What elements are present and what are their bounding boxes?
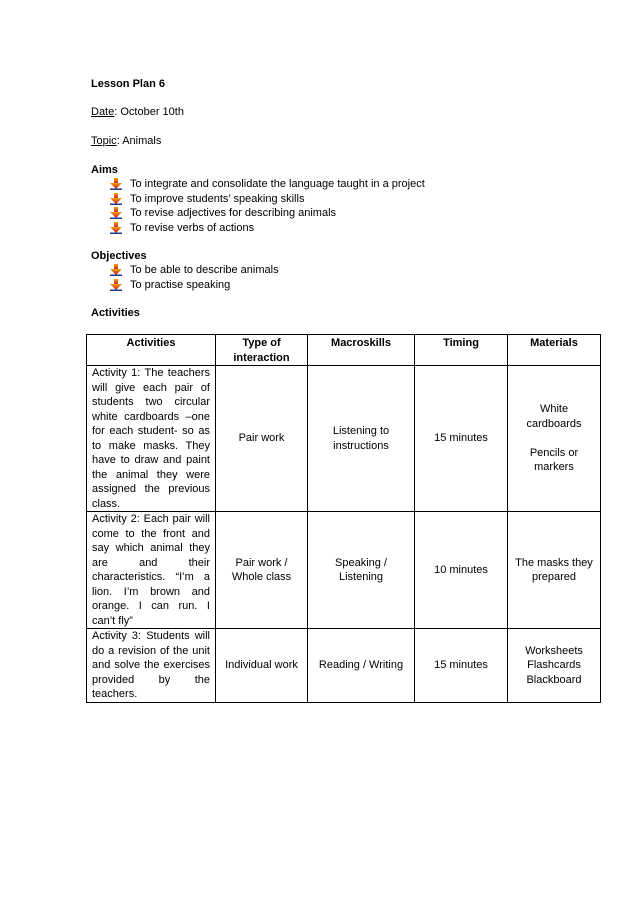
list-item: To improve students’ speaking skills	[110, 192, 425, 207]
objectives-heading: Objectives	[91, 250, 147, 262]
table-header-row	[87, 335, 601, 366]
column-header-materials: Materials	[508, 335, 601, 366]
activity-description: Activity 3: Students will do a revision of the unit and solve the exercises provided by the teachers.	[87, 629, 216, 703]
activities-heading: Activities	[91, 307, 140, 319]
interaction-cell: Individual work	[216, 629, 308, 703]
interaction-cell: Pair work / Whole class	[216, 512, 308, 629]
macroskills-cell: Reading / Writing	[308, 629, 415, 703]
material-item: Pencils or markers	[529, 446, 579, 474]
macroskills-cell: Listening to instructions	[308, 366, 415, 512]
list-item: To practise speaking	[110, 278, 279, 293]
materials-cell	[508, 629, 601, 703]
down-arrow-bullet-icon	[110, 279, 122, 291]
activity-description: Activity 1: The teachers will give each pair of students two circular white cardboards –one for each student- so as to make masks. They have to draw and paint the animal they were assigned the previous class.	[87, 366, 216, 512]
material-item: Blackboard	[526, 673, 582, 686]
materials-cell	[508, 512, 601, 629]
date-label: Date	[91, 106, 115, 118]
down-arrow-bullet-icon	[110, 193, 122, 205]
timing-cell: 15 minutes	[415, 366, 508, 512]
column-header-activities: Activities	[87, 335, 216, 366]
down-arrow-bullet-icon	[110, 222, 122, 234]
column-header-interaction: Type of interaction	[216, 335, 308, 366]
topic-line: Topic: Animals	[91, 135, 162, 147]
aims-list	[110, 177, 425, 235]
down-arrow-bullet-icon	[110, 207, 122, 219]
activity-description: Activity 2: Each pair will come to the front and say which animal they are and their characteristics. “I’m a lion. I’m brown and orange. I can run. I can’t fly”	[87, 512, 216, 629]
material-item: The masks they prepared	[515, 556, 593, 583]
list-item: To be able to describe animals	[110, 263, 279, 278]
table-row	[87, 366, 601, 512]
aims-heading: Aims	[91, 164, 118, 176]
material-item: Worksheets	[525, 644, 583, 657]
table-row	[87, 512, 601, 629]
material-item: White cardboards	[526, 403, 582, 430]
objectives-list	[110, 263, 279, 292]
down-arrow-bullet-icon	[110, 264, 122, 276]
down-arrow-bullet-icon	[110, 178, 122, 190]
date-value: October 10th	[120, 106, 184, 118]
timing-cell: 10 minutes	[415, 512, 508, 629]
timing-cell: 15 minutes	[415, 629, 508, 703]
topic-value: Animals	[122, 135, 162, 147]
page-title: Lesson Plan 6	[91, 78, 165, 90]
date-line: Date: October 10th	[91, 106, 184, 118]
list-item: To revise adjectives for describing animals	[110, 206, 425, 221]
list-item: To revise verbs of actions	[110, 221, 425, 236]
activities-table	[86, 334, 601, 703]
table-row	[87, 629, 601, 703]
list-item: To integrate and consolidate the language taught in a project	[110, 177, 425, 192]
topic-label: Topic	[91, 135, 117, 147]
column-header-timing: Timing	[415, 335, 508, 366]
material-item: Flashcards	[527, 659, 581, 671]
column-header-macroskills: Macroskills	[308, 335, 415, 366]
interaction-cell: Pair work	[216, 366, 308, 512]
macroskills-cell: Speaking / Listening	[308, 512, 415, 629]
materials-cell	[508, 366, 601, 512]
